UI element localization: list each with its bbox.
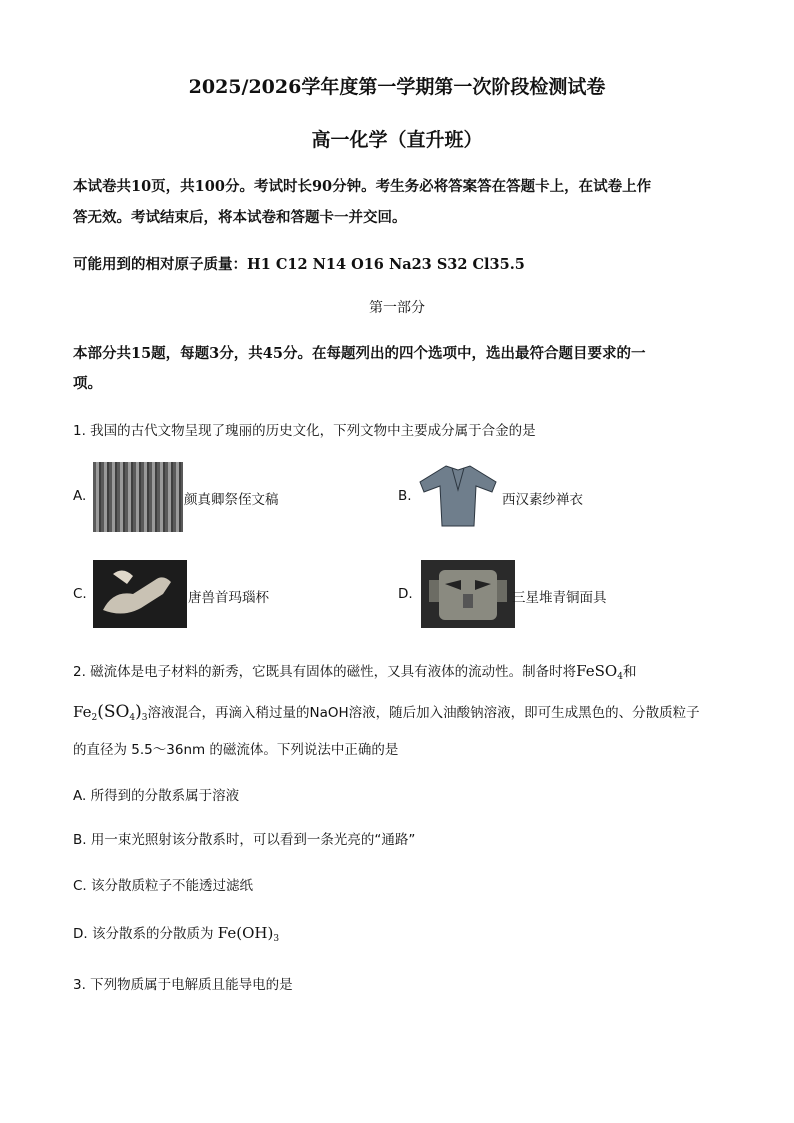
q2-option-d-text: D. 该分散系的分散质为 [73, 926, 214, 942]
part-heading: 第一部分 [369, 300, 425, 316]
q2-stem-text-a: 2. 磁流体是电子材料的新秀，它既具有固体的磁性，又具有液体的流动性。制备时将 [73, 664, 577, 680]
q1-option-a-text: 颜真卿祭侄文稿 [184, 492, 279, 508]
q2-chem-feso4: FeSO$_4$ [576, 662, 623, 682]
instructions-line-1: 本试卷共10页，共100分。考试时长90分钟。考生务必将答案答在答题卡上，在试卷上作 [73, 178, 652, 195]
question-2-stem-line-1 [73, 660, 636, 682]
question-3-stem: 3. 下列物质属于电解质且能导电的是 [73, 977, 293, 993]
bronze-mask-image [421, 560, 515, 628]
exam-subtitle: 高一化学（直升班） [311, 129, 483, 151]
silk-robe-image [418, 460, 498, 532]
q2-stem-text-b: 和 [622, 664, 637, 680]
q2-option-c: C. 该分散质粒子不能透过滤纸 [73, 878, 254, 894]
q1-option-a-letter: A. [73, 488, 87, 504]
q2-option-d-chem: $Fe(OH)_3$ [217, 924, 280, 944]
agate-cup-image [93, 560, 187, 628]
q2-option-a: A. 所得到的分散系属于溶液 [73, 788, 240, 804]
part-description-line-2: 项。 [73, 375, 102, 392]
q1-option-b-text: 西汉素纱禅衣 [502, 492, 583, 508]
instructions-line-2: 答无效。考试结束后，将本试卷和答题卡一并交回。 [73, 209, 407, 226]
q2-stem-text-c: 溶液混合，再滴入稍过量的NaOH溶液，随后加入油酸钠溶液，即可生成黑色的、分散质粒子 [147, 705, 700, 721]
atomic-masses: 可能用到的相对原子质量：H1 C12 N14 O16 Na23 S32 Cl35.5 [73, 256, 525, 273]
question-2-stem-line-2 [73, 701, 700, 723]
part-description-line-1: 本部分共15题，每题3分，共45分。在每题列出的四个选项中，选出最符合题目要求的一 [73, 345, 646, 362]
question-1-stem: 1. 我国的古代文物呈现了瑰丽的历史文化，下列文物中主要成分属于合金的是 [73, 423, 536, 439]
q1-option-b-letter: B. [398, 488, 412, 504]
q2-chem-fe2so43: $Fe_2(SO_4)_3$ [73, 702, 148, 723]
manuscript-image [93, 462, 183, 532]
q1-option-d-text: 三星堆青铜面具 [512, 590, 607, 606]
q1-option-c-letter: C. [73, 586, 87, 602]
q1-option-c-text: 唐兽首玛瑙杯 [188, 590, 269, 606]
q1-option-d-letter: D. [398, 586, 413, 602]
exam-title: 2025/2026学年度第一学期第一次阶段检测试卷 [188, 76, 606, 98]
q2-option-d [73, 922, 279, 944]
question-2-stem-line-3: 的直径为 5.5～36nm 的磁流体。下列说法中正确的是 [73, 742, 399, 758]
q2-option-b: B. 用一束光照射该分散系时，可以看到一条光亮的“通路” [73, 832, 416, 848]
